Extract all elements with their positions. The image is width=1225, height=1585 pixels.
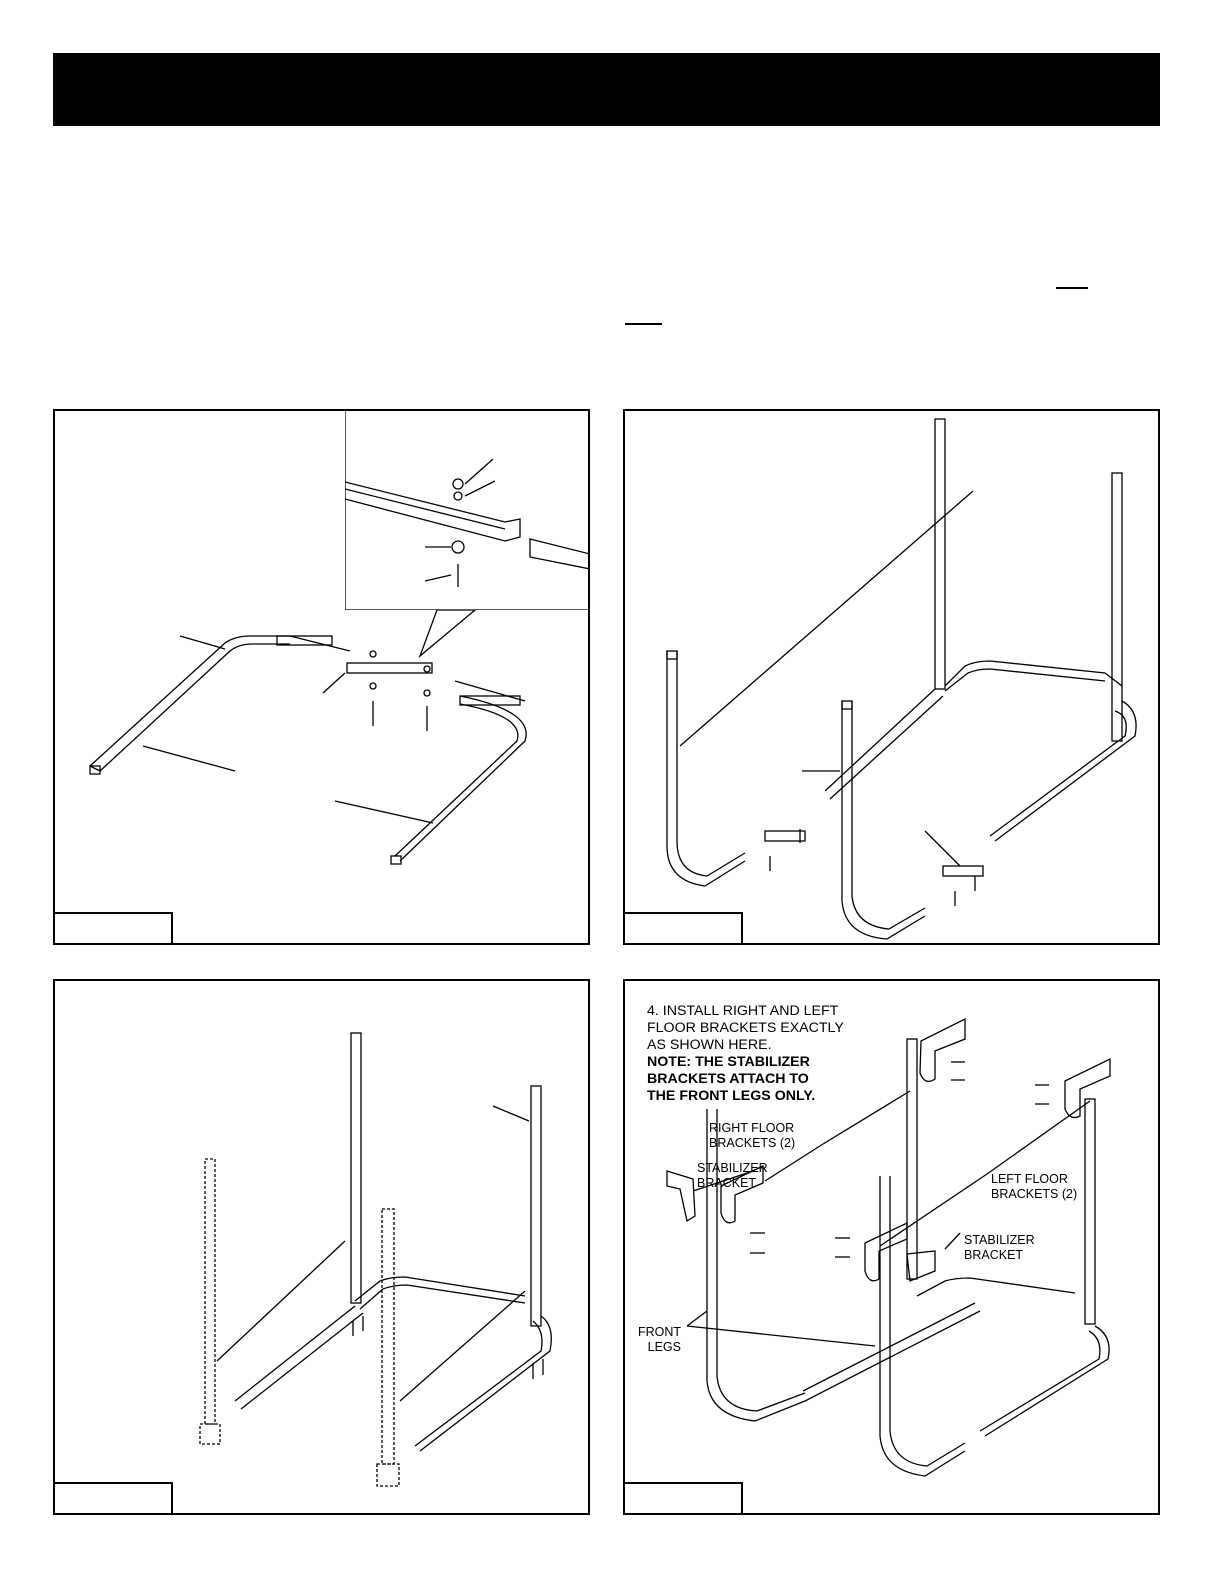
figure-1-panel: [53, 409, 590, 945]
label-right-floor-line-2: BRACKETS (2): [709, 1136, 796, 1150]
underline-mark-right: [1056, 287, 1088, 289]
figure-3-panel: [53, 979, 590, 1515]
label-front-legs-line-2: LEGS: [647, 1340, 681, 1354]
figure-1-label-tab: [53, 912, 173, 945]
step-4-line-1: 4. INSTALL RIGHT AND LEFT: [647, 1003, 839, 1019]
label-front-legs-line-1: FRONT: [637, 1325, 681, 1339]
label-right-floor-line-1: RIGHT FLOOR: [709, 1121, 795, 1135]
underline-mark-left: [625, 323, 662, 325]
label-front-legs: [637, 1325, 681, 1355]
label-stabilizer-bracket-left: [697, 1161, 768, 1191]
figure-4-panel: [623, 979, 1160, 1515]
figure-4-label-tab: [623, 1482, 743, 1515]
figure-2-drawing: [625, 411, 1160, 945]
step-4-line-3: AS SHOWN HERE.: [647, 1037, 772, 1053]
figure-2-panel: [623, 409, 1160, 945]
step-4-line-2: FLOOR BRACKETS EXACTLY: [647, 1020, 844, 1036]
header-bar: [53, 53, 1160, 126]
figure-3-drawing: [55, 981, 590, 1515]
figure-3-label-tab: [53, 1482, 173, 1515]
label-stabilizer-left-line-2: BRACKET: [697, 1176, 757, 1190]
label-stabilizer-right-line-1: STABILIZER: [964, 1233, 1035, 1247]
label-left-floor-line-1: LEFT FLOOR: [991, 1172, 1068, 1186]
label-left-floor-brackets: [991, 1172, 1077, 1202]
figure-1-detail-inset: [345, 409, 590, 610]
label-stabilizer-left-line-1: STABILIZER: [697, 1161, 768, 1175]
figure-2-label-tab: [623, 912, 743, 945]
step-4-instructions: [647, 1003, 887, 1105]
step-4-note-1: NOTE: THE STABILIZER: [647, 1054, 810, 1070]
step-4-note-2: BRACKETS ATTACH TO: [647, 1071, 809, 1087]
label-left-floor-line-2: BRACKETS (2): [991, 1187, 1078, 1201]
label-stabilizer-right-line-2: BRACKET: [964, 1248, 1024, 1262]
step-4-note-3: THE FRONT LEGS ONLY.: [647, 1088, 816, 1104]
label-stabilizer-bracket-right: [964, 1233, 1035, 1263]
label-right-floor-brackets: [709, 1121, 795, 1151]
